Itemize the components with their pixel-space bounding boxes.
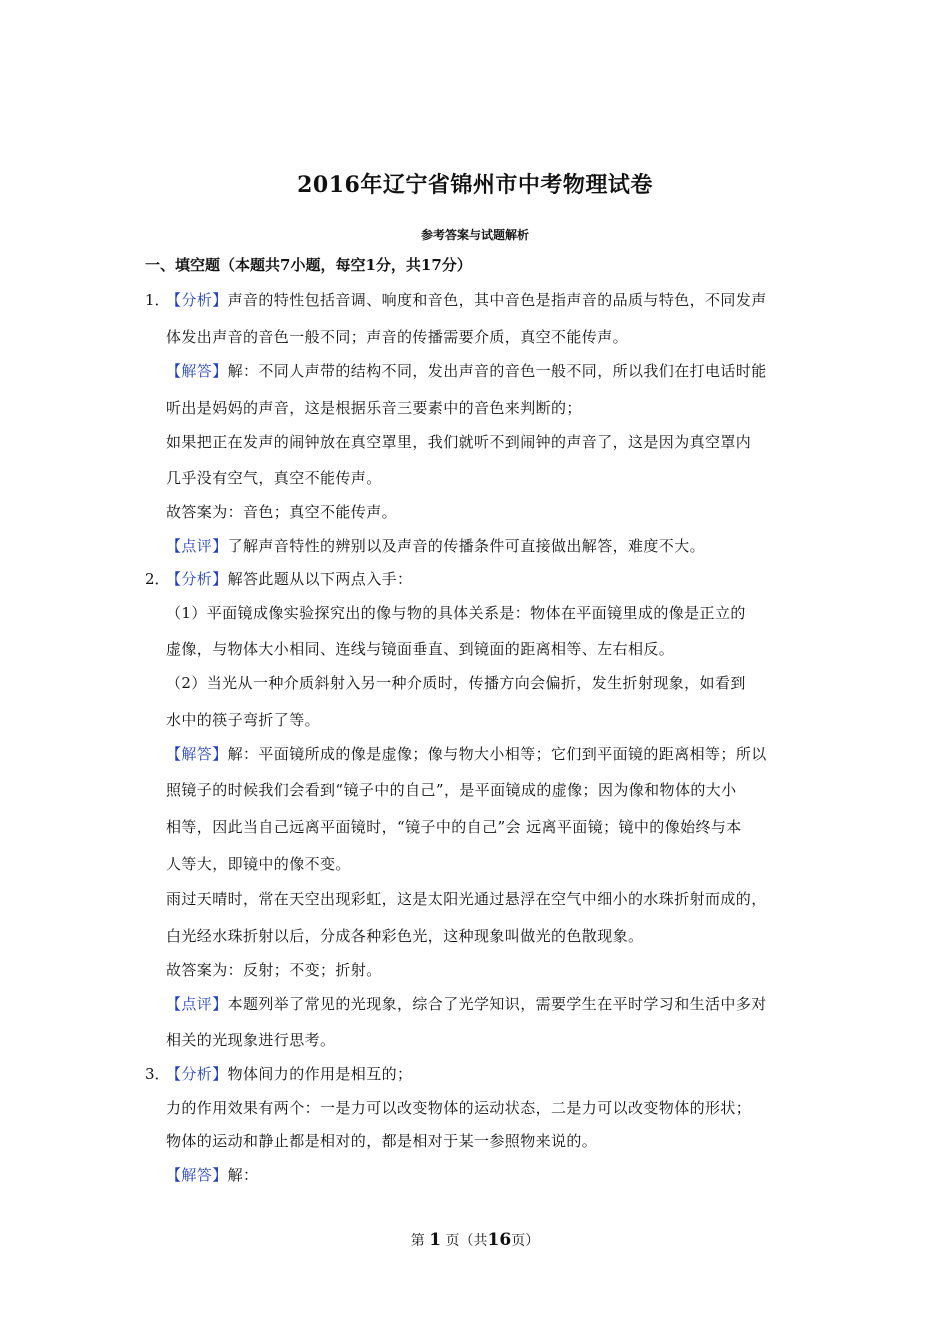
q3-answer-line: 【解答】解：	[166, 1166, 259, 1184]
answer-tag: 【解答】	[166, 745, 228, 763]
q2-answer-line: 【解答】解：平面镜所成的像是虚像；像与物大小相等；它们到平面镜的距离相等；所以	[166, 745, 767, 763]
answer-tag: 【解答】	[166, 362, 228, 380]
q1-answer-line: 几乎没有空气，真空不能传声。	[166, 469, 382, 487]
q2-answer-line: 照镜子的时候我们会看到“镜子中的自己”，是平面镜成的虚像；因为像和物体的大小	[166, 781, 737, 799]
page-subtitle: 参考答案与试题解析	[420, 228, 529, 242]
q2-answer-line: 故答案为：反射；不变；折射。	[166, 961, 382, 979]
q1-answer-line: 如果把正在发声的闹钟放在真空罩里，我们就听不到闹钟的声音了，这是因为真空罩内	[166, 433, 752, 451]
q2-answer-line: 白光经水珠折射以后，分成各种彩色光，这种现象叫做光的色散现象。	[166, 927, 644, 945]
analysis-tag: 【分析】	[166, 570, 228, 588]
q3-analysis-line: 力的作用效果有两个：一是力可以改变物体的运动状态，二是力可以改变物体的形状；	[166, 1099, 752, 1117]
q1-analysis-line: 体发出声音的音色一般不同；声音的传播需要介质，真空不能传声。	[166, 328, 629, 346]
current-page-number: 1	[429, 1230, 442, 1250]
page-footer: 第 1 页（共16页）	[410, 1230, 540, 1250]
comment-tag: 【点评】	[166, 537, 228, 555]
answer-tag: 【解答】	[166, 1166, 228, 1184]
question-number: 3．	[145, 1065, 170, 1083]
q3-analysis-line: 【分析】物体间力的作用是相互的；	[166, 1065, 413, 1083]
q3-analysis-line: 物体的运动和静止都是相对的，都是相对于某一参照物来说的。	[166, 1132, 598, 1150]
q1-analysis-line: 【分析】声音的特性包括音调、响度和音色，其中音色是指声音的品质与特色，不同发声	[166, 291, 767, 309]
q1-comment-line: 【点评】了解声音特性的辨别以及声音的传播条件可直接做出解答，难度不大。	[166, 537, 706, 555]
q1-answer-line: 故答案为：音色；真空不能传声。	[166, 503, 398, 521]
section-heading: 一、填空题（本题共7小题，每空1分，共17分）	[145, 256, 472, 274]
q2-answer-line: 雨过天晴时，常在天空出现彩虹，这是太阳光通过悬浮在空气中细小的水珠折射而成的，	[166, 890, 767, 908]
q2-comment-line: 相关的光现象进行思考。	[166, 1031, 336, 1049]
q2-analysis-line: （2）当光从一种介质斜射入另一种介质时，传播方向会偏折，发生折射现象，如看到	[166, 674, 746, 692]
q2-answer-line: 人等大，即镜中的像不变。	[166, 855, 351, 873]
q1-answer-line: 【解答】解：不同人声带的结构不同，发出声音的音色一般不同，所以我们在打电话时能	[166, 362, 767, 380]
q2-analysis-line: 水中的筷子弯折了等。	[166, 711, 321, 729]
question-number: 2．	[145, 570, 170, 588]
comment-tag: 【点评】	[166, 995, 228, 1013]
page-title: 2016年辽宁省锦州市中考物理试卷	[297, 172, 653, 198]
total-page-count: 16	[487, 1230, 512, 1250]
q2-analysis-line: （1）平面镜成像实验探究出的像与物的具体关系是：物体在平面镜里成的像是正立的	[166, 604, 746, 622]
analysis-tag: 【分析】	[166, 291, 228, 309]
q2-comment-line: 【点评】本题列举了常见的光现象，综合了光学知识，需要学生在平时学习和生活中多对	[166, 995, 767, 1013]
analysis-tag: 【分析】	[166, 1065, 228, 1083]
q1-answer-line: 听出是妈妈的声音，这是根据乐音三要素中的音色来判断的；	[166, 399, 582, 417]
q2-analysis-line: 虚像，与物体大小相同、连线与镜面垂直、到镜面的距离相等、左右相反。	[166, 640, 675, 658]
q2-answer-line: 相等，因此当自己远离平面镜时，“镜子中的自己”会 远离平面镜；镜中的像始终与本	[166, 818, 742, 836]
question-number: 1．	[145, 291, 170, 309]
q2-analysis-line: 【分析】解答此题从以下两点入手：	[166, 570, 413, 588]
